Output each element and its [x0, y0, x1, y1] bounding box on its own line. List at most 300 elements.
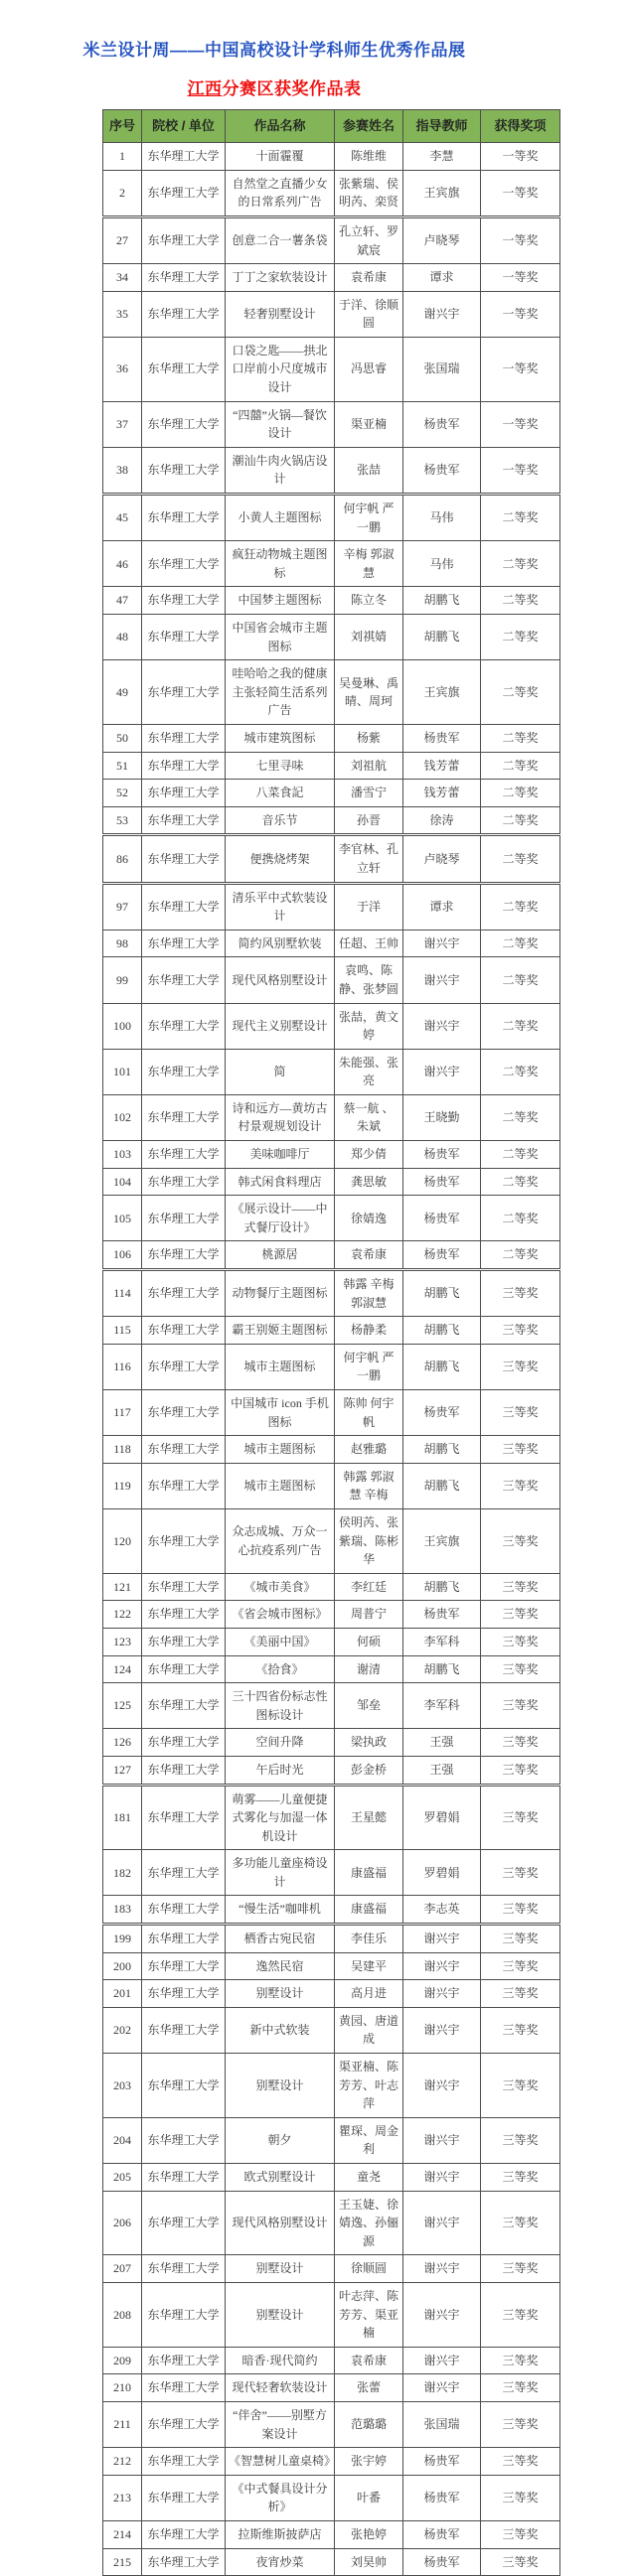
table-row — [103, 495, 560, 541]
cell-teacher: 王晓勤 — [403, 1094, 481, 1140]
cell-work: 简约风别墅软装 — [226, 930, 335, 957]
cell-award: 二等奖 — [481, 1168, 560, 1196]
cell-names: 邹垒 — [335, 1683, 403, 1729]
cell-names: 徐婧逸 — [335, 1196, 403, 1241]
cell-award: 三等奖 — [481, 2282, 560, 2347]
cell-school: 东华理工大学 — [142, 401, 226, 447]
subtitle-rest: 分赛区获奖作品表 — [222, 79, 362, 98]
cell-work: 现代主义别墅设计 — [226, 1003, 335, 1049]
cell-names: 韩露 郭淑慧 辛梅 — [335, 1463, 403, 1508]
cell-award: 三等奖 — [481, 1683, 560, 1729]
cell-no: 208 — [103, 2282, 142, 2347]
cell-no: 214 — [103, 2520, 142, 2548]
cell-school: 东华理工大学 — [142, 1168, 226, 1196]
cell-teacher: 李慧 — [403, 143, 481, 171]
table-row — [103, 752, 560, 780]
table-row — [103, 724, 560, 752]
table-row — [103, 2520, 560, 2548]
cell-award: 三等奖 — [481, 1317, 560, 1345]
cell-school: 东华理工大学 — [142, 1344, 226, 1389]
cell-award: 三等奖 — [481, 2347, 560, 2374]
cell-names: 王星懿 — [335, 1785, 403, 1850]
table-row — [103, 2448, 560, 2476]
cell-school: 东华理工大学 — [142, 587, 226, 615]
cell-work: 《城市美食》 — [226, 1573, 335, 1601]
table-row — [103, 1436, 560, 1464]
table-row — [103, 1683, 560, 1729]
cell-teacher: 王强 — [403, 1729, 481, 1757]
cell-teacher: 谢兴宇 — [403, 2007, 481, 2053]
cell-names: 孔立轩、罗斌宸 — [335, 216, 403, 263]
cell-award: 三等奖 — [481, 1270, 560, 1317]
cell-work: “慢生活”咖啡机 — [226, 1896, 335, 1925]
table-row — [103, 1628, 560, 1655]
cell-award: 二等奖 — [481, 957, 560, 1003]
cell-school: 东华理工大学 — [142, 1925, 226, 1953]
cell-names: 叶番 — [335, 2475, 403, 2520]
cell-no: 101 — [103, 1049, 142, 1094]
cell-school: 东华理工大学 — [142, 2007, 226, 2053]
cell-award: 三等奖 — [481, 2448, 560, 2476]
cell-school: 东华理工大学 — [142, 2255, 226, 2283]
cell-no: 98 — [103, 930, 142, 957]
cell-work: 八菜食記 — [226, 780, 335, 807]
cell-award: 三等奖 — [481, 1573, 560, 1601]
subtitle-region-underlined: 江西 — [187, 79, 223, 98]
cell-names: 李红廷 — [335, 1573, 403, 1601]
cell-teacher: 杨贵军 — [403, 1196, 481, 1241]
cell-no: 2 — [103, 170, 142, 216]
cell-school: 东华理工大学 — [142, 615, 226, 660]
table-row — [103, 660, 560, 725]
cell-names: 王玉婕、徐婧逸、孙俪源 — [335, 2191, 403, 2255]
cell-work: 便携烧烤架 — [226, 835, 335, 883]
cell-names: 李官林、孔立轩 — [335, 835, 403, 883]
table-row — [103, 1463, 560, 1508]
cell-work: 栖香古宛民宿 — [226, 1925, 335, 1953]
cell-no: 210 — [103, 2374, 142, 2402]
cell-teacher: 罗碧娟 — [403, 1785, 481, 1850]
cell-teacher: 谢兴宇 — [403, 1980, 481, 2008]
cell-award: 二等奖 — [481, 930, 560, 957]
cell-no: 49 — [103, 660, 142, 725]
cell-no: 205 — [103, 2164, 142, 2192]
cell-teacher: 胡鹏飞 — [403, 615, 481, 660]
cell-teacher: 杨贵军 — [403, 2475, 481, 2520]
cell-no: 182 — [103, 1850, 142, 1896]
header-names: 参赛姓名 — [335, 110, 403, 143]
cell-teacher: 罗碧娟 — [403, 1850, 481, 1896]
cell-school: 东华理工大学 — [142, 724, 226, 752]
cell-no: 27 — [103, 216, 142, 263]
cell-names: 赵雅璐 — [335, 1436, 403, 1464]
cell-teacher: 谭求 — [403, 264, 481, 292]
cell-school: 东华理工大学 — [142, 957, 226, 1003]
cell-no: 100 — [103, 1003, 142, 1049]
cell-school: 东华理工大学 — [142, 2164, 226, 2192]
table-row — [103, 2255, 560, 2283]
table-row — [103, 2282, 560, 2347]
cell-work: 《智慧树儿童桌椅》 — [226, 2448, 335, 2476]
cell-names: 叶志萍、陈芳芳、渠亚楠 — [335, 2282, 403, 2347]
cell-school: 东华理工大学 — [142, 2374, 226, 2402]
cell-work: 轻奢别墅设计 — [226, 291, 335, 337]
cell-school: 东华理工大学 — [142, 291, 226, 337]
cell-names: 吴建平 — [335, 1952, 403, 1980]
cell-award: 三等奖 — [481, 1655, 560, 1683]
table-row — [103, 143, 560, 171]
cell-names: 刘祖航 — [335, 752, 403, 780]
cell-names: 梁执政 — [335, 1729, 403, 1757]
cell-work: 别墅设计 — [226, 2054, 335, 2118]
cell-work: 《展示设计——中式餐厅设计》 — [226, 1196, 335, 1241]
table-row — [103, 587, 560, 615]
cell-names: 范璐璐 — [335, 2401, 403, 2447]
cell-school: 东华理工大学 — [142, 1655, 226, 1683]
cell-award: 二等奖 — [481, 1141, 560, 1169]
cell-award: 二等奖 — [481, 835, 560, 883]
cell-teacher: 杨贵军 — [403, 1390, 481, 1436]
cell-award: 三等奖 — [481, 2054, 560, 2118]
table-row — [103, 1317, 560, 1345]
cell-names: 蔡一航 、朱斌 — [335, 1094, 403, 1140]
cell-no: 47 — [103, 587, 142, 615]
cell-teacher: 张国瑞 — [403, 2401, 481, 2447]
cell-school: 东华理工大学 — [142, 2347, 226, 2374]
cell-school: 东华理工大学 — [142, 1317, 226, 1345]
cell-school: 东华理工大学 — [142, 1980, 226, 2008]
cell-no: 51 — [103, 752, 142, 780]
cell-school: 东华理工大学 — [142, 883, 226, 930]
cell-work: “伴舍”——别墅方案设计 — [226, 2401, 335, 2447]
cell-teacher: 胡鹏飞 — [403, 1317, 481, 1345]
cell-work: 清乐平中式软装设计 — [226, 883, 335, 930]
cell-no: 48 — [103, 615, 142, 660]
cell-school: 东华理工大学 — [142, 1049, 226, 1094]
cell-award: 三等奖 — [481, 2191, 560, 2255]
table-row — [103, 883, 560, 930]
cell-no: 99 — [103, 957, 142, 1003]
table-row — [103, 1756, 560, 1785]
page-title: 米兰设计周——中国高校设计学科师生优秀作品展 — [82, 41, 466, 60]
cell-award: 二等奖 — [481, 1196, 560, 1241]
table-row — [103, 1168, 560, 1196]
cell-school: 东华理工大学 — [142, 752, 226, 780]
cell-work: 别墅设计 — [226, 2255, 335, 2283]
cell-names: 张宇婷 — [335, 2448, 403, 2476]
cell-work: 夜宵炒菜 — [226, 2548, 335, 2576]
cell-award: 三等奖 — [481, 1463, 560, 1508]
cell-names: 袁希康 — [335, 264, 403, 292]
cell-award: 一等奖 — [481, 337, 560, 401]
cell-work: 城市建筑图标 — [226, 724, 335, 752]
cell-no: 121 — [103, 1573, 142, 1601]
table-row — [103, 806, 560, 835]
cell-teacher: 杨贵军 — [403, 401, 481, 447]
cell-teacher: 王宾旗 — [403, 660, 481, 725]
cell-award: 二等奖 — [481, 806, 560, 835]
cell-names: 吴曼琳、禹晴、周珂 — [335, 660, 403, 725]
cell-names: 潘雪宁 — [335, 780, 403, 807]
cell-work: 美味咖啡厅 — [226, 1141, 335, 1169]
cell-award: 二等奖 — [481, 1241, 560, 1270]
cell-names: 袁希康 — [335, 1241, 403, 1270]
table-row — [103, 1573, 560, 1601]
cell-award: 三等奖 — [481, 1729, 560, 1757]
cell-work: 中国城市 icon 手机图标 — [226, 1390, 335, 1436]
cell-no: 118 — [103, 1436, 142, 1464]
cell-school: 东华理工大学 — [142, 1196, 226, 1241]
cell-award: 二等奖 — [481, 495, 560, 541]
table-row — [103, 170, 560, 216]
cell-school: 东华理工大学 — [142, 1628, 226, 1655]
cell-award: 三等奖 — [481, 1785, 560, 1850]
cell-teacher: 谢兴宇 — [403, 2164, 481, 2192]
cell-names: 张紫瑞、侯明芮、栾贤 — [335, 170, 403, 216]
cell-school: 东华理工大学 — [142, 2191, 226, 2255]
cell-award: 三等奖 — [481, 1344, 560, 1389]
cell-award: 一等奖 — [481, 447, 560, 494]
cell-school: 东华理工大学 — [142, 1141, 226, 1169]
cell-teacher: 王宾旗 — [403, 170, 481, 216]
cell-work: 中国梦主题图标 — [226, 587, 335, 615]
cell-no: 126 — [103, 1729, 142, 1757]
cell-teacher: 杨贵军 — [403, 447, 481, 494]
cell-names: 于洋 — [335, 883, 403, 930]
cell-names: 侯明芮、张紫瑞、陈彬华 — [335, 1508, 403, 1573]
table-row — [103, 1196, 560, 1241]
cell-names: 谢清 — [335, 1655, 403, 1683]
cell-no: 215 — [103, 2548, 142, 2576]
cell-no: 50 — [103, 724, 142, 752]
cell-no: 181 — [103, 1785, 142, 1850]
table-row — [103, 2164, 560, 2192]
cell-no: 35 — [103, 291, 142, 337]
cell-names: 龚思敏 — [335, 1168, 403, 1196]
cell-teacher: 杨贵军 — [403, 2448, 481, 2476]
cell-school: 东华理工大学 — [142, 806, 226, 835]
cell-work: 口袋之匙——拱北口岸前小尺度城市设计 — [226, 337, 335, 401]
cell-work: 音乐节 — [226, 806, 335, 835]
cell-work: 别墅设计 — [226, 2282, 335, 2347]
table-row — [103, 2191, 560, 2255]
table-row — [103, 1141, 560, 1169]
cell-award: 三等奖 — [481, 1980, 560, 2008]
cell-no: 201 — [103, 1980, 142, 2008]
cell-award: 二等奖 — [481, 780, 560, 807]
cell-names: 朱能强、张亮 — [335, 1049, 403, 1094]
cell-no: 97 — [103, 883, 142, 930]
cell-school: 东华理工大学 — [142, 1850, 226, 1896]
cell-work: 众志成城、万众一心抗疫系列广告 — [226, 1508, 335, 1573]
cell-work: 午后时光 — [226, 1756, 335, 1785]
cell-school: 东华理工大学 — [142, 2520, 226, 2548]
cell-school: 东华理工大学 — [142, 170, 226, 216]
cell-award: 三等奖 — [481, 1850, 560, 1896]
cell-award: 二等奖 — [481, 724, 560, 752]
cell-award: 三等奖 — [481, 1508, 560, 1573]
table-row — [103, 1094, 560, 1140]
cell-award: 三等奖 — [481, 1390, 560, 1436]
cell-work: 现代轻奢软装设计 — [226, 2374, 335, 2402]
table-row — [103, 2347, 560, 2374]
cell-names: 康盛福 — [335, 1850, 403, 1896]
table-row — [103, 216, 560, 263]
table-row — [103, 264, 560, 292]
cell-school: 东华理工大学 — [142, 143, 226, 171]
cell-award: 三等奖 — [481, 1601, 560, 1629]
cell-teacher: 谢兴宇 — [403, 1952, 481, 1980]
cell-work: 朝夕 — [226, 2117, 335, 2163]
cell-school: 东华理工大学 — [142, 216, 226, 263]
cell-no: 212 — [103, 2448, 142, 2476]
cell-teacher: 谢兴宇 — [403, 2374, 481, 2402]
cell-award: 一等奖 — [481, 401, 560, 447]
cell-school: 东华理工大学 — [142, 1952, 226, 1980]
cell-no: 183 — [103, 1896, 142, 1925]
cell-teacher: 李军科 — [403, 1628, 481, 1655]
table-row — [103, 1049, 560, 1094]
cell-school: 东华理工大学 — [142, 1241, 226, 1270]
cell-no: 207 — [103, 2255, 142, 2283]
table-row — [103, 1344, 560, 1389]
cell-teacher: 谢兴宇 — [403, 2117, 481, 2163]
cell-teacher: 谢兴宇 — [403, 2054, 481, 2118]
cell-work: 欧式别墅设计 — [226, 2164, 335, 2192]
cell-teacher: 胡鹏飞 — [403, 1573, 481, 1601]
cell-award: 二等奖 — [481, 1049, 560, 1094]
cell-work: 现代风格别墅设计 — [226, 957, 335, 1003]
awards-table — [102, 109, 560, 2576]
cell-work: 哇哈哈之我的健康主张轻简生活系列广告 — [226, 660, 335, 725]
cell-award: 三等奖 — [481, 1952, 560, 1980]
cell-no: 34 — [103, 264, 142, 292]
cell-school: 东华理工大学 — [142, 447, 226, 494]
cell-school: 东华理工大学 — [142, 1508, 226, 1573]
header-award: 获得奖项 — [481, 110, 560, 143]
cell-no: 209 — [103, 2347, 142, 2374]
table-row — [103, 615, 560, 660]
cell-teacher: 杨贵军 — [403, 1601, 481, 1629]
cell-no: 38 — [103, 447, 142, 494]
cell-names: 刘昊帅 — [335, 2548, 403, 2576]
cell-work: 萌雾——儿童便捷式雾化与加湿一体机设计 — [226, 1785, 335, 1850]
cell-names: 高月进 — [335, 1980, 403, 2008]
cell-names: 李佳乐 — [335, 1925, 403, 1953]
awards-table-body — [103, 143, 560, 2576]
table-row — [103, 2374, 560, 2402]
cell-teacher: 杨贵军 — [403, 724, 481, 752]
cell-no: 199 — [103, 1925, 142, 1953]
cell-names: 任超、王帅 — [335, 930, 403, 957]
cell-work: 城市主题图标 — [226, 1344, 335, 1389]
cell-teacher: 徐涛 — [403, 806, 481, 835]
cell-work: 丁丁之家软装设计 — [226, 264, 335, 292]
cell-work: 潮汕牛肉火锅店设计 — [226, 447, 335, 494]
cell-school: 东华理工大学 — [142, 780, 226, 807]
cell-work: 韩式闲食料理店 — [226, 1168, 335, 1196]
cell-award: 一等奖 — [481, 170, 560, 216]
cell-award: 三等奖 — [481, 2007, 560, 2053]
cell-teacher: 胡鹏飞 — [403, 587, 481, 615]
cell-school: 东华理工大学 — [142, 1756, 226, 1785]
cell-teacher: 张国瑞 — [403, 337, 481, 401]
cell-teacher: 杨贵军 — [403, 1141, 481, 1169]
header-row — [103, 110, 560, 143]
cell-school: 东华理工大学 — [142, 1729, 226, 1757]
cell-no: 120 — [103, 1508, 142, 1573]
cell-names: 何宇帆 严一鹏 — [335, 495, 403, 541]
cell-no: 36 — [103, 337, 142, 401]
table-row — [103, 1655, 560, 1683]
cell-work: 中国省会城市主题图标 — [226, 615, 335, 660]
cell-names: 于洋、徐顺圆 — [335, 291, 403, 337]
cell-names: 韩露 辛梅 郭淑慧 — [335, 1270, 403, 1317]
cell-names: 袁希康 — [335, 2347, 403, 2374]
cell-names: 郑少倩 — [335, 1141, 403, 1169]
cell-no: 114 — [103, 1270, 142, 1317]
cell-teacher: 杨贵军 — [403, 2520, 481, 2548]
cell-award: 二等奖 — [481, 615, 560, 660]
cell-no: 1 — [103, 143, 142, 171]
cell-school: 东华理工大学 — [142, 1436, 226, 1464]
cell-award: 二等奖 — [481, 1003, 560, 1049]
table-row — [103, 1270, 560, 1317]
cell-award: 二等奖 — [481, 541, 560, 587]
cell-award: 二等奖 — [481, 587, 560, 615]
cell-teacher: 胡鹏飞 — [403, 1655, 481, 1683]
cell-teacher: 谭求 — [403, 883, 481, 930]
cell-no: 46 — [103, 541, 142, 587]
cell-no: 211 — [103, 2401, 142, 2447]
table-row — [103, 2117, 560, 2163]
cell-teacher: 谢兴宇 — [403, 2347, 481, 2374]
cell-no: 106 — [103, 1241, 142, 1270]
cell-no: 37 — [103, 401, 142, 447]
cell-award: 二等奖 — [481, 1094, 560, 1140]
cell-school: 东华理工大学 — [142, 1003, 226, 1049]
cell-no: 103 — [103, 1141, 142, 1169]
table-row — [103, 1785, 560, 1850]
cell-award: 二等奖 — [481, 660, 560, 725]
cell-award: 一等奖 — [481, 216, 560, 263]
cell-no: 53 — [103, 806, 142, 835]
cell-award: 一等奖 — [481, 143, 560, 171]
cell-no: 45 — [103, 495, 142, 541]
cell-work: 《省会城市图标》 — [226, 1601, 335, 1629]
cell-teacher: 谢兴宇 — [403, 2255, 481, 2283]
cell-school: 东华理工大学 — [142, 264, 226, 292]
table-row — [103, 1003, 560, 1049]
table-row — [103, 2401, 560, 2447]
cell-school: 东华理工大学 — [142, 495, 226, 541]
cell-names: 冯思睿 — [335, 337, 403, 401]
cell-work: 小黄人主题图标 — [226, 495, 335, 541]
cell-no: 204 — [103, 2117, 142, 2163]
cell-school: 东华理工大学 — [142, 930, 226, 957]
cell-teacher: 卢晓琴 — [403, 216, 481, 263]
cell-no: 52 — [103, 780, 142, 807]
cell-names: 杨紫 — [335, 724, 403, 752]
cell-no: 117 — [103, 1390, 142, 1436]
cell-teacher: 卢晓琴 — [403, 835, 481, 883]
cell-award: 一等奖 — [481, 291, 560, 337]
cell-school: 东华理工大学 — [142, 2282, 226, 2347]
cell-school: 东华理工大学 — [142, 2548, 226, 2576]
cell-names: 渠亚楠、陈芳芳、叶志萍 — [335, 2054, 403, 2118]
cell-award: 三等奖 — [481, 2548, 560, 2576]
cell-teacher: 谢兴宇 — [403, 2282, 481, 2347]
